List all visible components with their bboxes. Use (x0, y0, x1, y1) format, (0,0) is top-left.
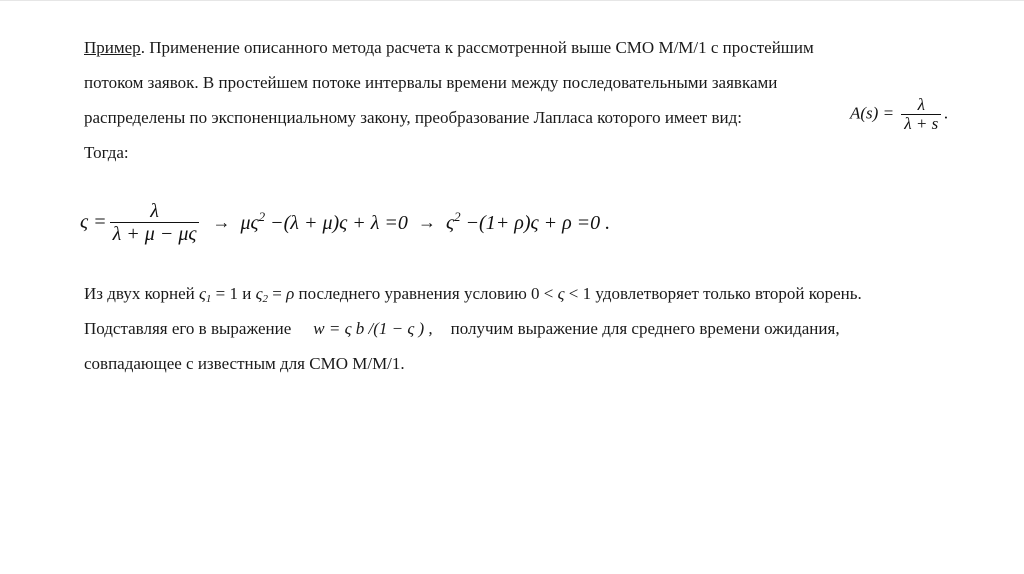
laplace-lhs: A(s) = (850, 103, 895, 123)
roots-text-a: Из двух корней (84, 284, 199, 303)
paragraph-line-1 (84, 30, 974, 65)
laplace-numerator: λ (917, 95, 925, 114)
paragraph-line-2: потоком заявок. В простейшем потоке интервалы времени между последовательными заявками (84, 73, 778, 92)
substitution-text: Подставляя его в выражение (84, 319, 292, 338)
laplace-fraction (901, 96, 941, 133)
waiting-time-formula: w = ς b /(1 − ς ) , (313, 319, 433, 338)
roots-line-2 (84, 311, 984, 346)
roots-text-b: = 1 и (211, 284, 256, 303)
arrow-1: → (212, 211, 231, 232)
equation-2 (240, 209, 407, 235)
laplace-transform-formula (850, 96, 949, 133)
roots-paragraph (84, 276, 984, 381)
eq1-numerator: λ (150, 199, 159, 222)
roots-line-1 (84, 276, 984, 311)
paragraph-line-4: Тогда: (84, 143, 129, 162)
rho-symbol: ρ (286, 284, 295, 303)
result-text: получим выражение для среднего времени ожидания, (450, 319, 840, 338)
roots-line-3: совпадающее с известным для СМО М/М/1. (84, 354, 405, 373)
laplace-denominator: λ + s (901, 114, 941, 133)
roots-text-c: = (267, 284, 287, 303)
eq1-denominator: λ + μ − μς (110, 222, 200, 245)
paragraph-line-1-text: . Применение описанного метода расчета к рассмотренной выше СМО М/М/1 с простейшим (140, 38, 814, 57)
equation-3 (446, 209, 610, 235)
condition-symbol: ς (557, 284, 565, 303)
eq2-term-a: μς (240, 212, 259, 234)
eq2-exponent: 2 (258, 209, 266, 224)
root-1-symbol: ς (198, 284, 206, 303)
root-2-symbol: ς (255, 284, 263, 303)
top-border (0, 0, 1024, 1)
eq3-term-a: ς (445, 212, 455, 234)
root-1-subscript: 1 (205, 293, 212, 305)
roots-text-d: последнего уравнения условию 0 < (294, 284, 558, 303)
roots-text-e: < 1 удовлетворяет только второй корень. (564, 284, 862, 303)
eq3-exponent: 2 (454, 209, 461, 224)
root-2-subscript: 2 (262, 293, 268, 305)
eq3-term-b: −(1+ ρ)ς + ρ =0 . (460, 212, 611, 234)
eq1-fraction (110, 200, 200, 245)
example-label: Пример (84, 38, 141, 57)
arrow-2: → (417, 211, 436, 232)
equation-chain (80, 196, 800, 248)
eq1-lhs: ς = (80, 210, 107, 233)
laplace-tail: . (944, 103, 949, 123)
paragraph-line-3: распределены по экспоненциальному закону, преобразование Лапласа которого имеет вид: (84, 108, 742, 127)
example-paragraph (84, 30, 974, 170)
eq2-term-b: −(λ + μ)ς + λ =0 (265, 212, 408, 234)
